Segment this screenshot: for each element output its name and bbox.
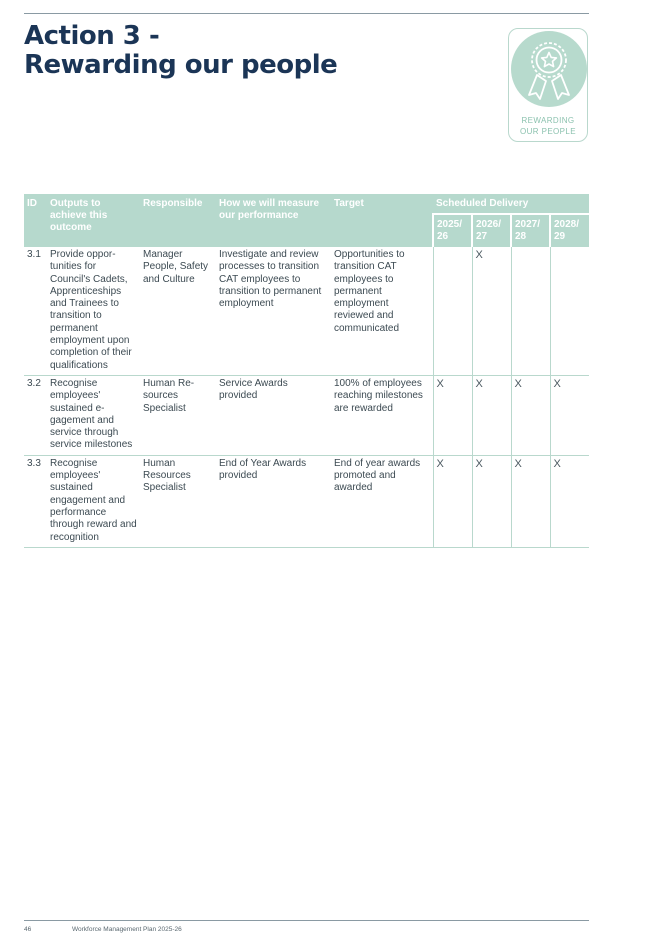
row-target: Opportunities to transition CAT employees to permanent employment reviewed and communicated: [331, 247, 433, 375]
header-year-2027: 2027/ 28: [511, 214, 550, 247]
badge-label-line-1: REWARDING: [521, 116, 575, 125]
row-id: 3.1: [24, 247, 47, 375]
row-id: 3.3: [24, 455, 47, 547]
table-row: [24, 455, 589, 547]
action-table: [24, 194, 589, 548]
header-outputs: Outputs to achieve this outcome: [47, 194, 140, 247]
row-measure: Service Awards provided: [216, 375, 331, 455]
bottom-rule: [24, 920, 589, 921]
header-year-2025: 2025/ 26: [433, 214, 472, 247]
row-target: 100% of employees reaching milestones are rewarded: [331, 375, 433, 455]
header-row: [24, 194, 589, 214]
row-year-2027: X: [511, 455, 550, 547]
row-year-2025: [433, 247, 472, 375]
header-responsible: Responsible: [140, 194, 216, 247]
footer-document-title: Workforce Management Plan 2025-26: [72, 926, 182, 933]
row-responsible: Human Re-sources Specialist: [140, 375, 216, 455]
table-row: [24, 247, 589, 375]
row-year-2025: X: [433, 375, 472, 455]
rewarding-badge: [508, 28, 588, 142]
table-row: [24, 375, 589, 455]
header-scheduled-delivery: Scheduled Delivery: [433, 194, 589, 214]
badge-label: [509, 115, 587, 137]
page-title: [24, 22, 337, 80]
row-outputs: Recognise employees' sustained engagement and performance through reward and recognition: [47, 455, 140, 547]
row-year-2026: X: [472, 455, 511, 547]
award-rosette-star-icon: [509, 29, 589, 115]
row-year-2028: X: [550, 375, 589, 455]
row-target: End of year awards promoted and awarded: [331, 455, 433, 547]
page-title-line-2: Rewarding our people: [24, 50, 338, 80]
row-year-2028: [550, 247, 589, 375]
page-title-line-1: Action 3 -: [24, 21, 160, 51]
header-measure: How we will measure our performance: [216, 194, 331, 247]
row-year-2028: X: [550, 455, 589, 547]
row-responsible: Human Resources Specialist: [140, 455, 216, 547]
header-target: Target: [331, 194, 433, 247]
row-measure: End of Year Awards provided: [216, 455, 331, 547]
header-id: ID: [24, 194, 47, 247]
row-measure: Investigate and review processes to transition CAT employees to transition to permanent employment: [216, 247, 331, 375]
row-responsible: Manager People, Safety and Culture: [140, 247, 216, 375]
row-year-2027: [511, 247, 550, 375]
row-outputs: Provide oppor-tunities for Council's Cadets, Apprenticeships and Trainees to transition to permanent employment upon completion of their qualifications: [47, 247, 140, 375]
header-year-2026: 2026/ 27: [472, 214, 511, 247]
badge-label-line-2: OUR PEOPLE: [519, 127, 576, 136]
row-year-2027: X: [511, 375, 550, 455]
row-year-2025: X: [433, 455, 472, 547]
footer-page-number: 46: [24, 926, 32, 933]
row-year-2026: X: [472, 375, 511, 455]
row-year-2026: X: [472, 247, 511, 375]
top-rule: [24, 13, 589, 14]
row-outputs: Recognise employees' sustained e-gagement and service through service milestones: [47, 375, 140, 455]
row-id: 3.2: [24, 375, 47, 455]
header-year-2028: 2028/ 29: [550, 214, 589, 247]
